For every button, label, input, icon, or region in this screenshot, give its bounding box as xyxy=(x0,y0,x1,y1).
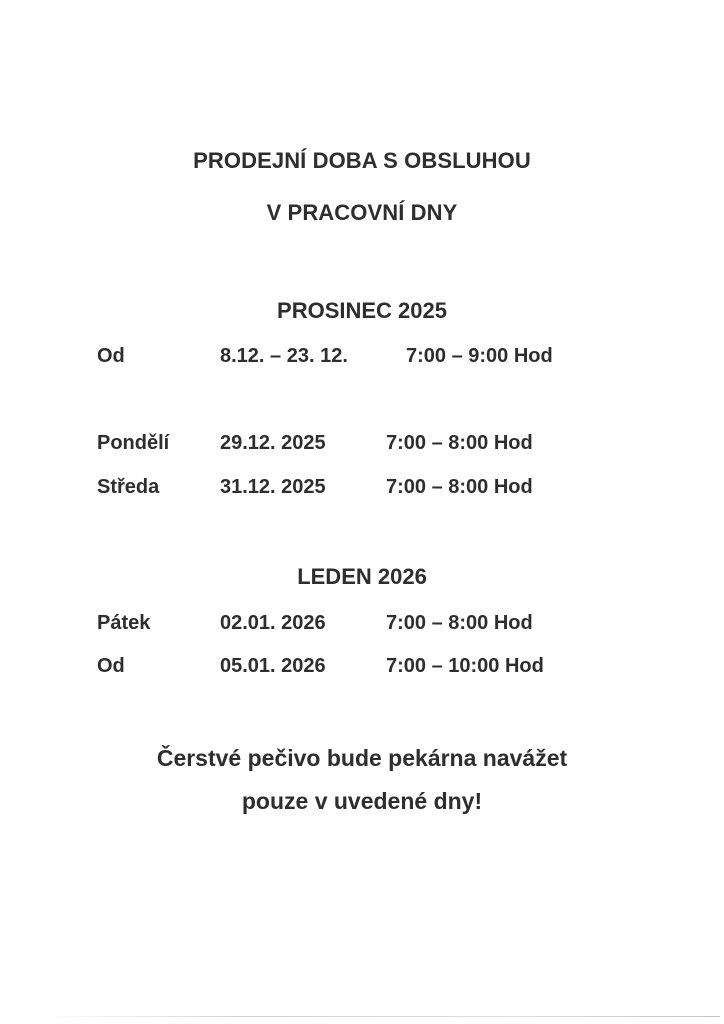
schedule-date: 31.12. 2025 xyxy=(220,476,326,498)
section-heading-january: LEDEN 2026 xyxy=(297,564,427,589)
document-title-line-1: PRODEJNÍ DOBA S OBSLUHOU xyxy=(193,148,531,173)
schedule-date: 05.01. 2026 xyxy=(220,655,326,677)
schedule-time: 7:00 – 10:00 Hod xyxy=(386,655,544,677)
schedule-date: 29.12. 2025 xyxy=(220,432,326,454)
schedule-day: Od xyxy=(97,655,125,677)
scan-edge-divider xyxy=(40,1016,720,1017)
section-heading-december: PROSINEC 2025 xyxy=(277,298,447,323)
schedule-date: 02.01. 2026 xyxy=(220,612,326,634)
schedule-time: 7:00 – 9:00 Hod xyxy=(406,345,553,367)
schedule-row xyxy=(0,612,724,640)
schedule-row xyxy=(0,432,724,460)
schedule-row xyxy=(0,476,724,504)
schedule-time: 7:00 – 8:00 Hod xyxy=(386,432,533,454)
schedule-day: Pondělí xyxy=(97,432,170,454)
schedule-row xyxy=(0,345,724,373)
note-line-1: Čerstvé pečivo bude pekárna navážet xyxy=(156,745,568,771)
document-title-line-2: V PRACOVNÍ DNY xyxy=(266,200,458,225)
schedule-time: 7:00 – 8:00 Hod xyxy=(386,612,533,634)
note-line-2: pouze v uvedené dny! xyxy=(241,788,483,814)
schedule-day: Středa xyxy=(97,476,160,498)
schedule-day: Od xyxy=(97,345,125,367)
schedule-time: 7:00 – 8:00 Hod xyxy=(386,476,533,498)
schedule-row xyxy=(0,655,724,683)
schedule-date: 8.12. – 23. 12. xyxy=(220,345,348,367)
schedule-day: Pátek xyxy=(97,612,151,634)
